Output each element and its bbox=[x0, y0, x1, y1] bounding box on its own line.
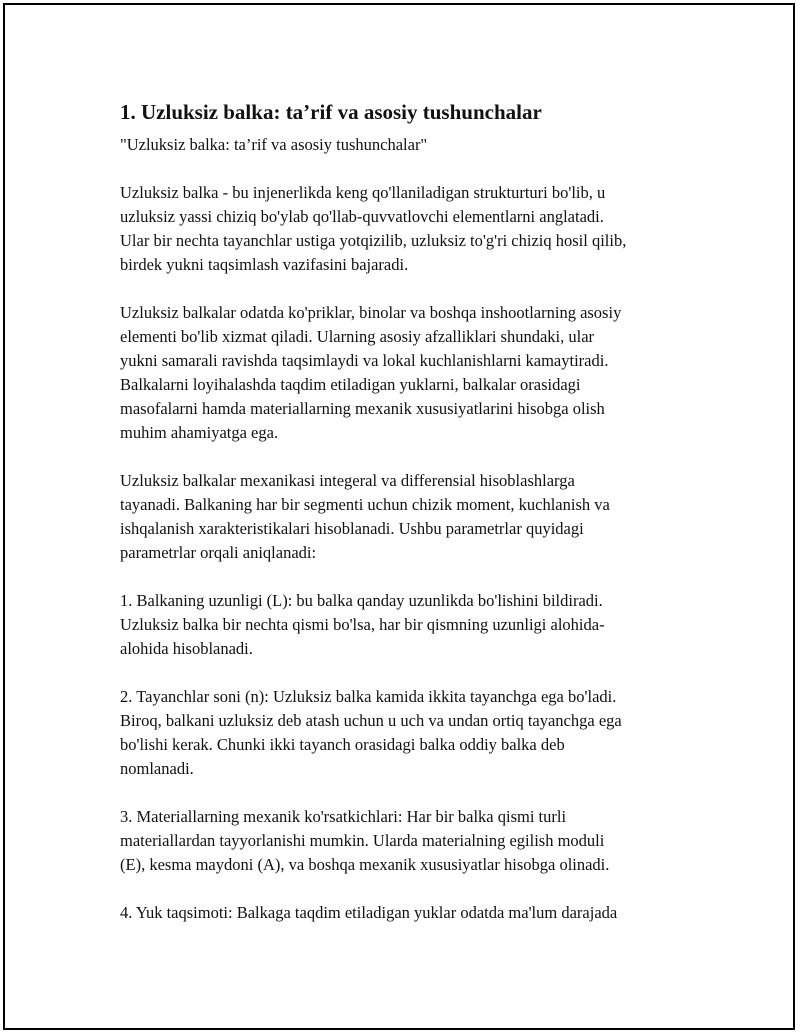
list-item-materials: 3. Materiallarning mexanik ko'rsatkichlari: Har bir balka qismi turli materiallardan tayyorlanishi mumkin. Ularda materialning egilish moduli (E), kesma maydoni (A), va boshqa mexanik xususiyatlar hisobga olinadi. bbox=[120, 807, 610, 874]
quoted-title-paragraph: "Uzluksiz balka: ta’rif va asosiy tushunchalar" bbox=[120, 135, 428, 154]
list-item-supports: 2. Tayanchlar soni (n): Uzluksiz balka kamida ikkita tayanchga ega bo'ladi. Biroq, balkani uzluksiz deb atash uchun u uch va undan ortiq tayanchga ega bo'lishi kerak. Chunki ikki tayanch orasidagi balka oddiy balka deb nomlanadi. bbox=[120, 687, 622, 778]
document-page bbox=[3, 3, 795, 1030]
section-heading: 1. Uzluksiz balka: ta’rif va asosiy tushunchalar bbox=[120, 100, 542, 124]
list-item-length: 1. Balkaning uzunligi (L): bu balka qanday uzunlikda bo'lishini bildiradi. Uzluksiz balka bir nechta qismi bo'lsa, har bir qismning uzunligi alohida- alohida hisoblanadi. bbox=[120, 591, 605, 658]
usage-paragraph: Uzluksiz balkalar odatda ko'priklar, binolar va boshqa inshootlarning asosiy elementi bo'lib xizmat qiladi. Ularning asosiy afzalliklari shundaki, ular yukni samarali ravishda taqsimlaydi va lokal kuchlanishlarni kamaytiradi. Balkalarni loyihalashda taqdim etiladigan yuklarni, balkalar orasidagi masofalarni hamda materiallarning mexanik xususiyatlarini hisobga olish muhim ahamiyatga ega. bbox=[120, 303, 622, 442]
list-item-load: 4. Yuk taqsimoti: Balkaga taqdim etiladigan yuklar odatda ma'lum darajada bbox=[120, 903, 618, 922]
document-body bbox=[120, 99, 695, 949]
definition-paragraph: Uzluksiz balka - bu injenerlikda keng qo'llaniladigan strukturturi bo'lib, u uzluksiz yassi chiziq bo'ylab qo'llab-quvvatlovchi elementlarni anglatadi. Ular bir nechta tayanchlar ustiga yotqizilib, uzluksiz to'g'ri chiziq hosil qilib, birdek yukni taqsimlash vazifasini bajaradi. bbox=[120, 183, 627, 274]
mechanics-paragraph: Uzluksiz balkalar mexanikasi integeral va differensial hisoblashlarga tayanadi. Balkaning har bir segmenti uchun chizik moment, kuchlanish va ishqalanish xarakteristikalari hisoblanadi. Ushbu parametrlar quyidagi parametrlar orqali aniqlanadi: bbox=[120, 471, 610, 562]
